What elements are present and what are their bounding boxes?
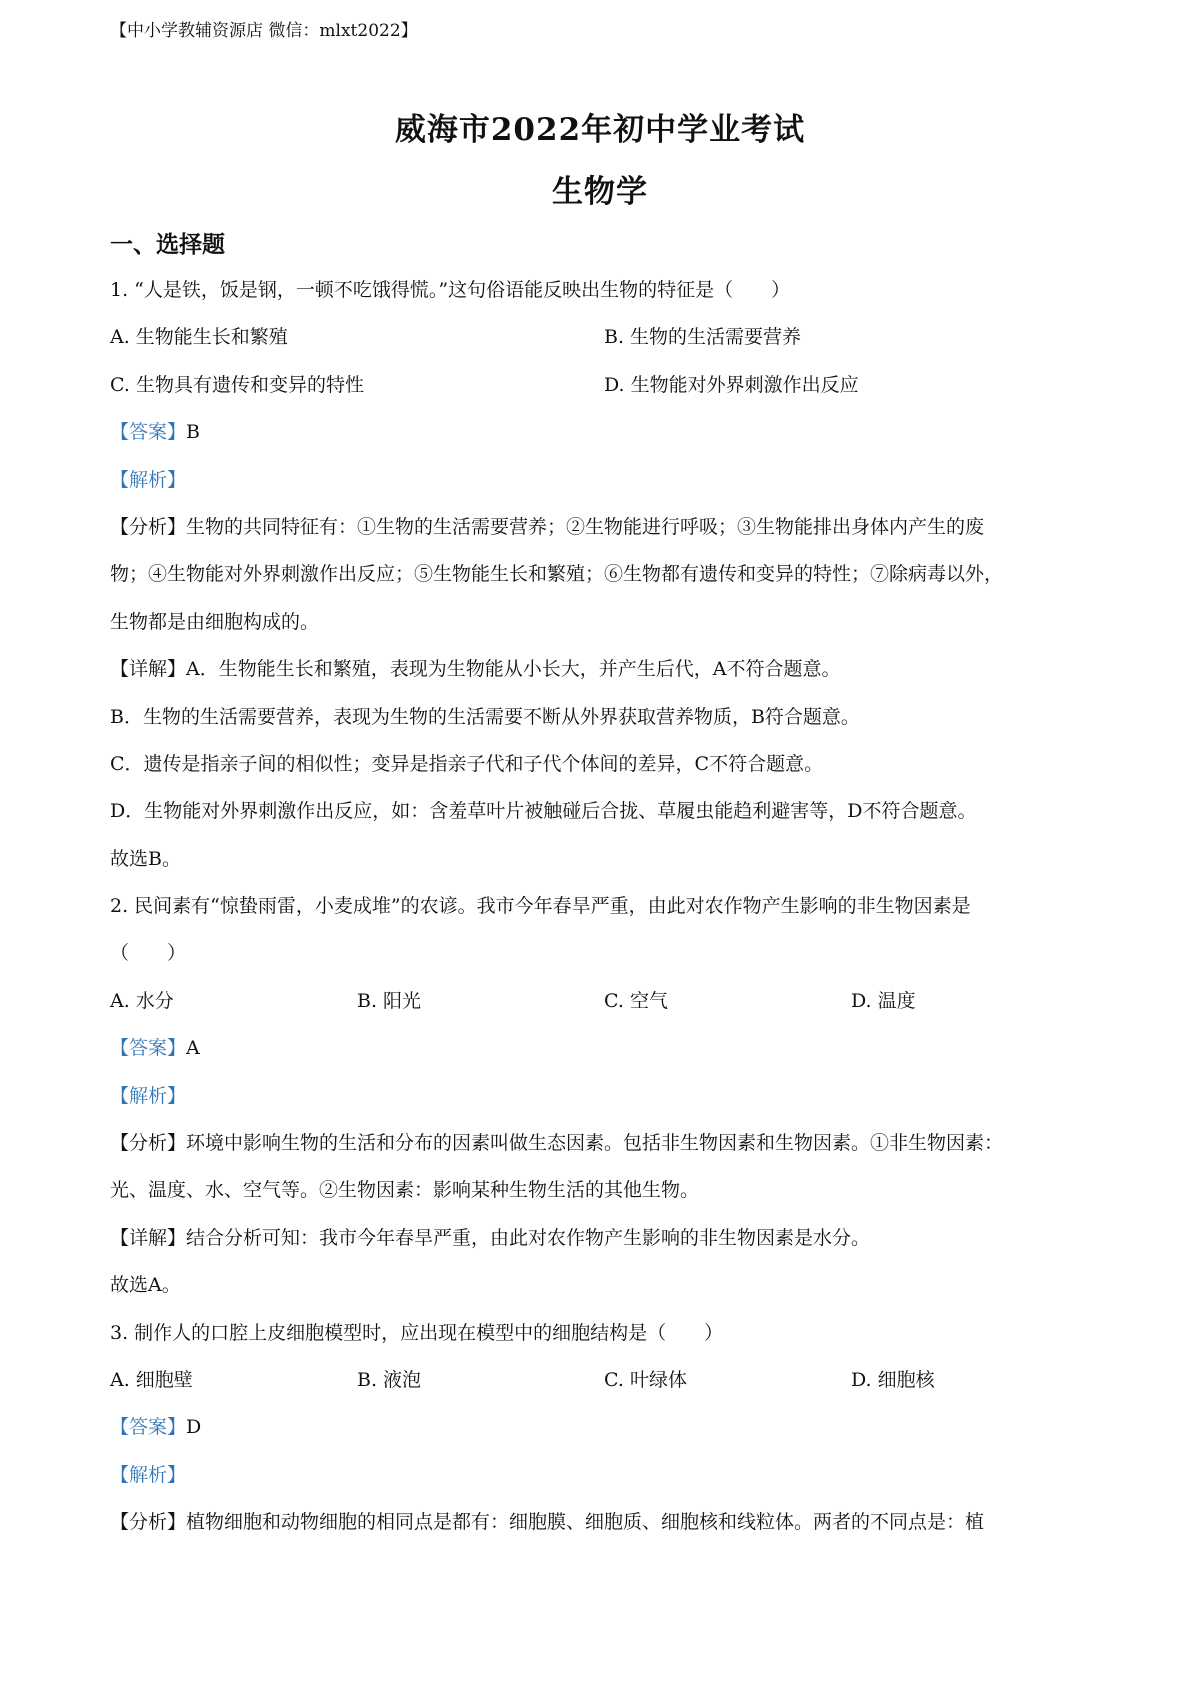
xiangjie-text: 结合分析可知：我市今年春旱严重，由此对农作物产生影响的非生物因素是水分。 [186, 1226, 871, 1249]
question-content [110, 272, 1100, 1552]
question-1-options-row-1 [110, 319, 1100, 366]
question-1-conclusion: 故选B。 [110, 847, 181, 870]
question-1-answer [110, 414, 1100, 461]
question-3-analysis-label: 【解析】 [110, 1463, 187, 1486]
answer-value: A [186, 1037, 200, 1060]
question-2-stem: 2. 民间素有“惊蛰雨雷，小麦成堆”的农谚。我市今年春旱严重，由此对农作物产生影响的非生物因素是 [110, 895, 971, 918]
question-2-stem-cont: （ ） [110, 942, 187, 965]
question-1-detail-line-3: C．遗传是指亲子间的相似性；变异是指亲子代和子代个体间的差异，C不符合题意。 [110, 752, 824, 775]
fenxi-label: 【分析】 [110, 1132, 187, 1155]
xiangjie-label: 【详解】 [110, 658, 187, 681]
question-2-conclusion: 故选A。 [110, 1274, 181, 1297]
option-b: B. 液泡 [357, 1368, 422, 1391]
option-a: A. 细胞壁 [110, 1368, 193, 1391]
question-3-fenxi-line-1 [110, 1504, 1100, 1551]
question-2-answer [110, 1030, 1100, 1077]
option-d: D. 细胞核 [851, 1368, 935, 1391]
question-1-fenxi-line-2: 物；④生物能对外界刺激作出反应；⑤生物能生长和繁殖；⑥生物都有遗传和变异的特性；⑦除病毒以外， [110, 563, 1004, 586]
question-2-detail-line-1 [110, 1220, 1100, 1267]
option-d: D. 温度 [851, 989, 916, 1012]
question-1-detail-line-1 [110, 651, 1100, 698]
answer-label: 【答案】 [110, 421, 187, 444]
answer-label: 【答案】 [110, 1416, 187, 1439]
question-1-fenxi-line-3: 生物都是由细胞构成的。 [110, 610, 320, 633]
question-1-detail-line-4: D．生物能对外界刺激作出反应，如：含羞草叶片被触碰后合拢、草履虫能趋利避害等，D不符合题意。 [110, 800, 977, 823]
header-note: 【中小学教辅资源店 微信：mlxt2022】 [110, 21, 418, 41]
option-a: A. 生物能生长和繁殖 [110, 326, 288, 349]
question-3-options [110, 1362, 1100, 1409]
question-2-fenxi-line-1 [110, 1125, 1100, 1172]
question-3-answer [110, 1409, 1100, 1456]
question-1-options-row-2 [110, 367, 1100, 414]
fenxi-text: 植物细胞和动物细胞的相同点是都有：细胞膜、细胞质、细胞核和线粒体。两者的不同点是：植 [186, 1511, 985, 1534]
fenxi-text: 环境中影响生物的生活和分布的因素叫做生态因素。包括非生物因素和生物因素。①非生物因素： [186, 1132, 1004, 1155]
option-c: C. 叶绿体 [604, 1368, 687, 1391]
question-2-fenxi-line-2: 光、温度、水、空气等。②生物因素：影响某种生物生活的其他生物。 [110, 1179, 700, 1202]
option-b: B. 生物的生活需要营养 [604, 326, 802, 349]
fenxi-label: 【分析】 [110, 515, 187, 538]
question-1-stem: 1. “人是铁，饭是钢，一顿不吃饿得慌。”这句俗语能反映出生物的特征是（ ） [110, 279, 791, 301]
exam-subject: 生物学 [552, 174, 648, 210]
question-1-detail-line-2: B．生物的生活需要营养，表现为生物的生活需要不断从外界获取营养物质，B符合题意。 [110, 705, 860, 728]
fenxi-label: 【分析】 [110, 1511, 187, 1534]
xiangjie-label: 【详解】 [110, 1226, 187, 1249]
answer-label: 【答案】 [110, 1037, 187, 1060]
option-b: B. 阳光 [357, 989, 422, 1012]
exam-title: 威海市2022年初中学业考试 [394, 112, 806, 148]
option-a: A. 水分 [110, 989, 174, 1012]
answer-value: B [186, 421, 200, 444]
option-d: D. 生物能对外界刺激作出反应 [604, 373, 859, 396]
question-1-fenxi-line-1 [110, 509, 1100, 556]
answer-value: D [186, 1416, 202, 1439]
option-c: C. 生物具有遗传和变异的特性 [110, 373, 364, 396]
question-3-stem: 3. 制作人的口腔上皮细胞模型时，应出现在模型中的细胞结构是（ ） [110, 1321, 724, 1344]
xiangjie-text: A．生物能生长和繁殖，表现为生物能从小长大，并产生后代，A不符合题意。 [186, 658, 841, 681]
fenxi-text: 生物的共同特征有：①生物的生活需要营养；②生物能进行呼吸；③生物能排出身体内产生的废 [186, 515, 985, 538]
question-1-analysis-label: 【解析】 [110, 468, 187, 491]
question-2-options [110, 983, 1100, 1030]
question-2-analysis-label: 【解析】 [110, 1084, 187, 1107]
option-c: C. 空气 [604, 989, 668, 1012]
section-heading: 一、选择题 [110, 231, 225, 258]
